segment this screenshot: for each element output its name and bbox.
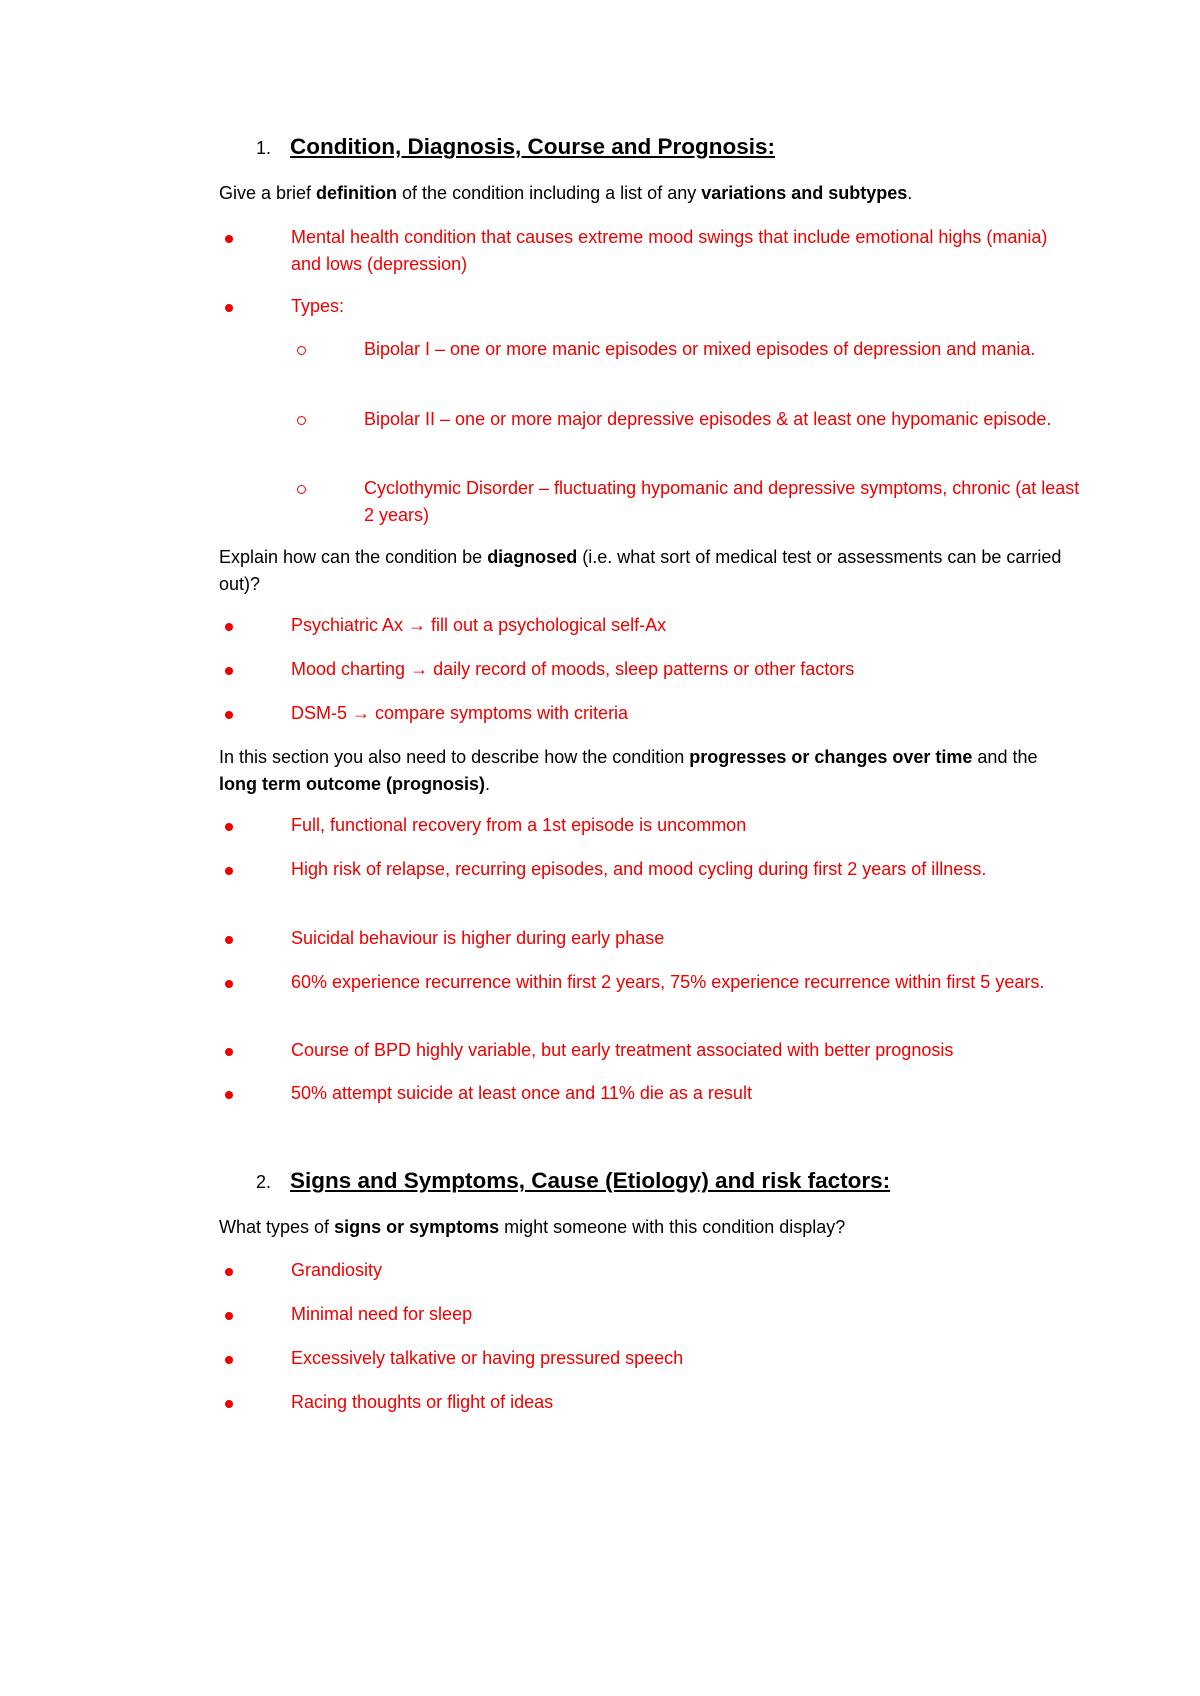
bullet-dot-icon	[225, 867, 233, 875]
bullet-text: Course of BPD highly variable, but early treatment associated with better prognosis	[291, 1040, 954, 1060]
bullet-text: 60% experience recurrence within first 2 years, 75% experience recurrence within first 5 years.	[291, 972, 1045, 992]
prompt-bold: progresses or changes over time	[689, 747, 973, 767]
bullet-dot-icon	[225, 623, 233, 631]
bullet-dot-icon	[225, 1048, 233, 1056]
prompt-text: (i.e. what sort of medical test or assessments can be carried out)?	[219, 547, 1062, 594]
section-1-number: 1.	[256, 138, 272, 158]
prompt-text: Explain how can the condition be	[219, 547, 488, 567]
prompt-bold: long term outcome (prognosis)	[219, 774, 486, 794]
definition-prompt	[219, 180, 1079, 207]
bullet-circle-icon	[297, 416, 306, 425]
bullet-text: Suicidal behaviour is higher during early phase	[291, 928, 665, 948]
prompt-text: What types of	[219, 1217, 335, 1237]
prompt-bold: variations and subtypes	[701, 183, 908, 203]
bullet-text: Bipolar II – one or more major depressive episodes & at least one hypomanic episode.	[364, 409, 1052, 429]
bullet-dot-icon	[225, 711, 233, 719]
section-2-title: Signs and Symptoms, Cause (Etiology) and risk factors:	[290, 1168, 891, 1193]
prompt-bold: diagnosed	[487, 547, 578, 567]
prompt-text: In this section you also need to describe how the condition	[219, 747, 690, 767]
bullet-text: Types:	[291, 296, 345, 316]
bullet-circle-icon	[297, 346, 306, 355]
prompt-text: and the	[972, 747, 1038, 767]
bullet-text: High risk of relapse, recurring episodes, and mood cycling during first 2 years of illness.	[291, 859, 987, 879]
bullet-text: Minimal need for sleep	[291, 1304, 473, 1324]
prompt-text: Give a brief	[219, 183, 317, 203]
bullet-dot-icon	[225, 823, 233, 831]
bullet-dot-icon	[225, 1356, 233, 1364]
bullet-text: Mood charting → daily record of moods, sleep patterns or other factors	[291, 659, 855, 679]
bullet-circle-icon	[297, 485, 306, 494]
bullet-dot-icon	[225, 235, 233, 243]
symptoms-prompt	[219, 1214, 1079, 1241]
bullet-text: Full, functional recovery from a 1st episode is uncommon	[291, 815, 747, 835]
bullet-dot-icon	[225, 1268, 233, 1276]
bullet-dot-icon	[225, 304, 233, 312]
diagnosis-prompt	[219, 544, 1079, 598]
bullet-text: DSM-5 → compare symptoms with criteria	[291, 703, 629, 723]
prompt-bold: signs or symptoms	[334, 1217, 500, 1237]
prompt-text: .	[485, 774, 491, 794]
section-2-heading	[256, 1168, 890, 1194]
bullet-text: Racing thoughts or flight of ideas	[291, 1392, 554, 1412]
bullet-dot-icon	[225, 667, 233, 675]
course-prompt	[219, 744, 1079, 798]
prompt-text: might someone with this condition display?	[499, 1217, 846, 1237]
section-1-heading	[256, 134, 775, 160]
section-1-title: Condition, Diagnosis, Course and Prognosis:	[290, 134, 776, 159]
prompt-bold: definition	[316, 183, 398, 203]
bullet-text: 50% attempt suicide at least once and 11% die as a result	[291, 1083, 752, 1103]
prompt-text: of the condition including a list of any	[397, 183, 702, 203]
section-2-number: 2.	[256, 1172, 272, 1192]
bullet-text: Grandiosity	[291, 1260, 383, 1280]
bullet-dot-icon	[225, 980, 233, 988]
bullet-dot-icon	[225, 1400, 233, 1408]
bullet-text: Psychiatric Ax → fill out a psychological self-Ax	[291, 615, 667, 635]
prompt-text: .	[907, 183, 913, 203]
bullet-text: Cyclothymic Disorder – fluctuating hypomanic and depressive symptoms, chronic (at least 2 years)	[364, 478, 1080, 525]
bullet-dot-icon	[225, 1091, 233, 1099]
bullet-text: Bipolar I – one or more manic episodes or mixed episodes of depression and mania.	[364, 339, 1036, 359]
bullet-dot-icon	[225, 936, 233, 944]
bullet-dot-icon	[225, 1312, 233, 1320]
bullet-text: Excessively talkative or having pressured speech	[291, 1348, 684, 1368]
bullet-text: Mental health condition that causes extreme mood swings that include emotional highs (mania) and lows (depression)	[291, 227, 1048, 274]
